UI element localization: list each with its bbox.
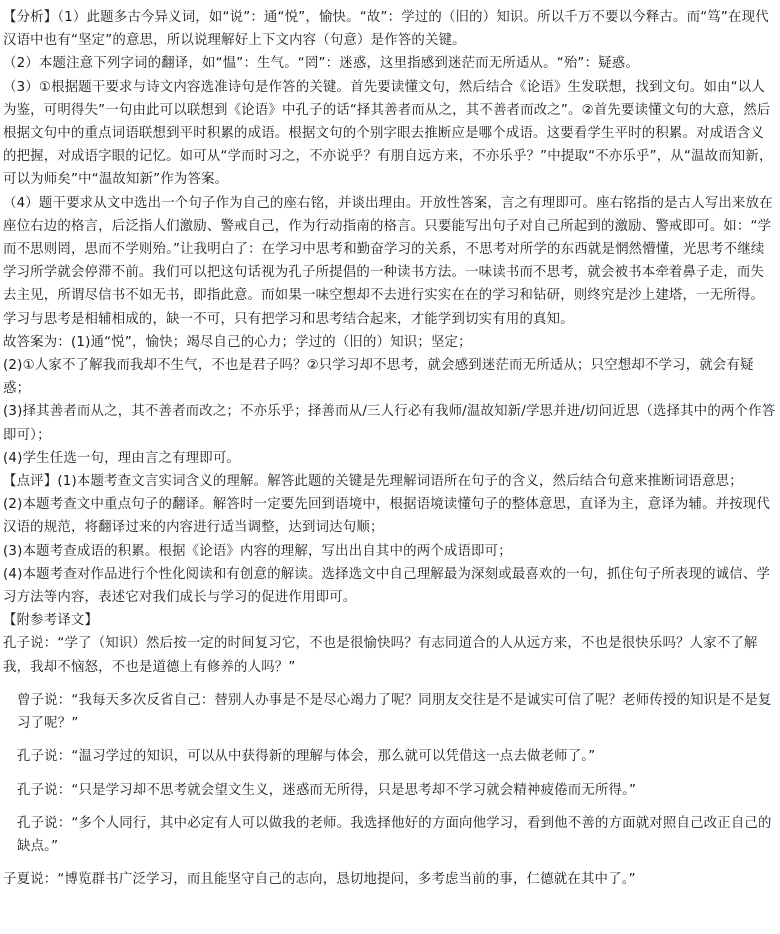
translation-1: 孔子说：“学了（知识）然后按一定的时间复习它，不也是很愉快吗？有志同道合的人从远方来，不也是很快乐吗？人家不了解我，我却不恼怒，不也是道德上有修养的人吗？” [3,636,758,675]
translation-heading: 【附参考译文】 [3,613,99,629]
analysis-point-4: （4）题干要求从文中选出一个句子作为自己的座右铭，并谈出理由。开放性答案，言之有理即可。座右铭指的是古人写出来放在座位右边的格言，后泛指人们激励、警戒自己，作为行动指南的格言。只要能写出句子对自己所起到的激励、警戒即可。如：“学而不思则罔，思而不学则殆。”让我明白了：在学习中思考和勤奋学习的关系，不思考对所学的东西就是惘然懵懂，光思考不继续学习所学就会停滞不前。我们可以把这句话视为孔子所提倡的一种读书方法。一味读书而不思考，就会被书本牵着鼻子走，而失去主见，所谓尽信书不如无书，即指此意。而如果一味空想却不去进行实实在在的学习和钻研，则终究是沙上建塔，一无所得。学习与思考是相辅相成的，缺一不可，只有把学习和思考结合起来，才能学到切实有用的真知。 [3,195,773,327]
translation-6: 子夏说：“博览群书广泛学习，而且能坚守自己的志向，恳切地提问，多考虑当前的事，仁德就在其中了。” [3,872,636,888]
answer-3: (3)择其善者而从之，其不善者而改之；不亦乐乎；择善而从/三人行必有我师/温故知新/学思并进/切问近思（选择其中的两个作答即可）； [3,404,776,443]
comment-2: (2)本题考查文中重点句子的翻译。解答时一定要先回到语境中，根据语境读懂句子的整体意思，直译为主，意译为辅。并按现代汉语的规范，将翻译过来的内容进行适当调整，达到词达句顺； [3,497,771,536]
analysis-heading-paragraph: 【分析】（1）此题多古今异义词，如“说”：通“悦”，愉快。“故”：学过的（旧的）知识。所以千万不要以今释古。而“笃”在现代汉语中也有“坚定”的意思，所以说理解好上下文内容（句意）是作答的关键。 [3,10,769,49]
analysis-point-3: （3）①根据题干要求与诗文内容选准诗句是作答的关键。首先要读懂文句，然后结合《论语》生发联想，找到文句。如由“以人为鉴，可明得失”一句由此可以联想到《论语》中孔子的话“择其善者而从之，其不善者而改之”。②首先要读懂文句的大意，然后根据文句中的重点词语联想到平时积累的成语。根据文句的个别字眼去推断应是哪个成语。这要看学生平时的积累。对成语含义的把握，对成语字眼的记忆。如可从“学而时习之，不亦说乎？有朋自远方来，不亦乐乎？”中提取“不亦乐乎”，从“温故而知新，可以为师矣”中“温故知新”作为答案。 [3,79,773,188]
document-body [3,6,777,891]
translation-4: 孔子说：“只是学习却不思考就会望文生义，迷惑而无所得，只是思考却不学习就会精神疲倦而无所得。” [17,782,637,798]
translation-3: 孔子说：“温习学过的知识，可以从中获得新的理解与体会，那么就可以凭借这一点去做老师了。” [17,749,596,765]
analysis-point-2: （2）本题注意下列字词的翻译，如“愠”：生气。“罔”：迷惑，这里指感到迷茫而无所适从。“殆”：疑惑。 [3,56,639,72]
answer-1: 故答案为：(1)通“悦”，愉快；竭尽自己的心力；学过的（旧的）知识；坚定； [3,334,472,350]
comment-4: (4)本题考查对作品进行个性化阅读和有创意的解读。选择选文中自己理解最为深刻或最喜欢的一句，抓住句子所表现的诚信、学习方法等内容，表述它对我们成长与学习的促进作用即可。 [3,566,771,606]
answer-2: (2)①人家不了解我而我却不生气，不也是君子吗？②只学习却不思考，就会感到迷茫而无所适从；只空想却不学习，就会有疑惑； [3,358,754,397]
translation-2: 曾子说：“我每天多次反省自己：替别人办事是不是尽心竭力了呢？同朋友交往是不是诚实可信了呢？老师传授的知识是不是复习了呢？” [17,692,772,732]
comment-3: (3)本题考查成语的积累。根据《论语》内容的理解，写出出自其中的两个成语即可； [3,543,512,559]
answer-4: (4)学生任选一句，理由言之有理即可。 [3,450,241,466]
comment-1: 【点评】(1)本题考查文言实词含义的理解。解答此题的关键是先理解词语所在句子的含义，然后结合句意来推断词语意思； [3,474,743,490]
translation-5: 孔子说：“多个人同行，其中必定有人可以做我的老师。我选择他好的方面向他学习，看到他不善的方面就对照自己改正自己的缺点。” [17,815,772,854]
